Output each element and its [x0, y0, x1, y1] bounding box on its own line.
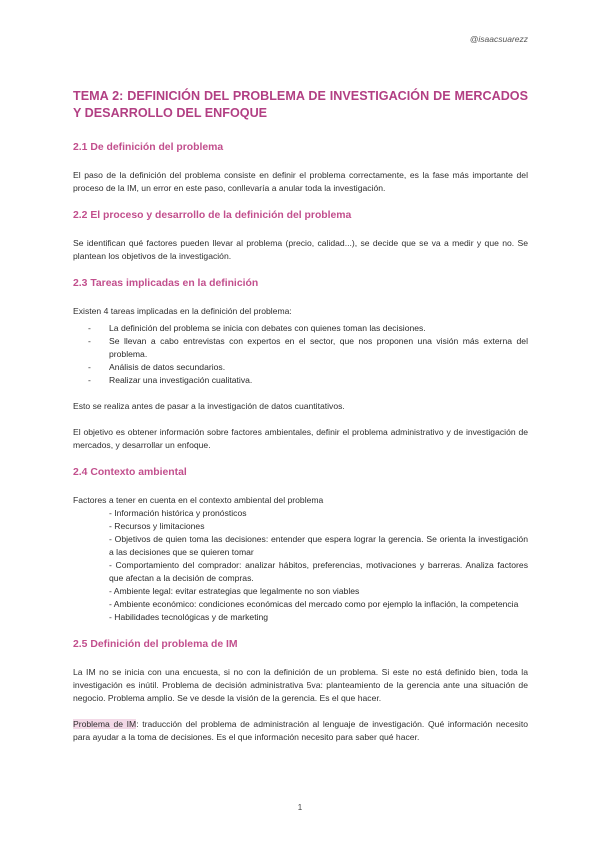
highlighted-term: Problema de IM	[73, 719, 137, 729]
section-heading-2-5: 2.5 Definición del problema de IM	[73, 639, 238, 650]
list-item: - Recursos y limitaciones	[109, 521, 205, 531]
section-heading-2-1: 2.1 De definición del problema	[73, 142, 224, 153]
list-item: - Se llevan a cabo entrevistas con expertos en el sector, que nos proponen una visión más externa del problema.	[73, 335, 528, 361]
tasks-list	[73, 322, 528, 387]
list-item: - Información histórica y pronósticos	[109, 508, 247, 518]
list-item: - Ambiente legal: evitar estrategias que legalmente no son viables	[109, 586, 360, 596]
list-item: - Realizar una investigación cualitativa.	[73, 374, 528, 387]
author-handle: @isaacsuarezz	[469, 34, 528, 44]
section-2-2-text: Se identifican qué factores pueden llevar al problema (precio, calidad...), se decide que se va a medir y que no. Se plantean los objetivos de la investigación.	[73, 238, 528, 261]
section-2-3-intro: Existen 4 tareas implicadas en la definición del problema:	[73, 306, 292, 316]
section-2-5-text-1: La IM no se inicia con una encuesta, si no con la definición de un problema. Si este no está definido bien, toda la investigación es inútil. Problema de decisión administrativa 5va: planteamiento de la gerencia ante una situación de negocio. Problema amplio. Se ve desde la visión de la gerencia. Es el que hacer.	[73, 667, 528, 703]
section-heading-2-3: 2.3 Tareas implicadas en la definición	[73, 278, 259, 289]
section-2-4-intro: Factores a tener en cuenta en el contexto ambiental del problema	[73, 495, 324, 505]
list-item: - Objetivos de quien toma las decisiones: entender que espera lograr la gerencia. Se orienta la investigación a las decisiones que se quieren tomar	[109, 534, 528, 557]
section-2-1-text: El paso de la definición del problema consiste en definir el problema correctamente, es la fase más importante del proceso de la IM, un error en este paso, conllevaría a anular toda la investigación.	[73, 170, 528, 193]
list-item: - La definición del problema se inicia con debates con quienes toman las decisiones.	[73, 322, 528, 335]
section-2-5-text-2-body: : traducción del problema de administración al lenguaje de investigación. Qué información necesito para ayudar a la toma de decisiones. Es el que información necesito para saber qué hacer.	[73, 719, 528, 742]
list-item: - Habilidades tecnológicas y de marketing	[109, 612, 269, 622]
section-heading-2-2: 2.2 El proceso y desarrollo de la definición del problema	[73, 210, 352, 221]
section-2-3-text-3: El objetivo es obtener información sobre factores ambientales, definir el problema administrativo y de investigación de mercados, y desarrollar un enfoque.	[73, 427, 528, 450]
list-item: - Comportamiento del comprador: analizar hábitos, preferencias, motivaciones y barreras. Analiza factores que afectan a la decisión de compras.	[109, 560, 528, 583]
page-number: 1	[297, 803, 303, 812]
context-factors-list	[73, 507, 528, 624]
section-2-3-text-2: Esto se realiza antes de pasar a la investigación de datos cuantitativos.	[73, 401, 345, 411]
document-title: TEMA 2: DEFINICIÓN DEL PROBLEMA DE INVESTIGACIÓN DE MERCADOS Y DESARROLLO DEL ENFOQUE	[73, 89, 528, 120]
document-body	[73, 88, 528, 757]
list-item: - Análisis de datos secundarios.	[73, 361, 528, 374]
list-item: - Ambiente económico: condiciones económicas del mercado como por ejemplo la inflación, la competencia	[109, 599, 519, 609]
section-heading-2-4: 2.4 Contexto ambiental	[73, 467, 187, 478]
section-2-5-text-2	[73, 718, 528, 744]
